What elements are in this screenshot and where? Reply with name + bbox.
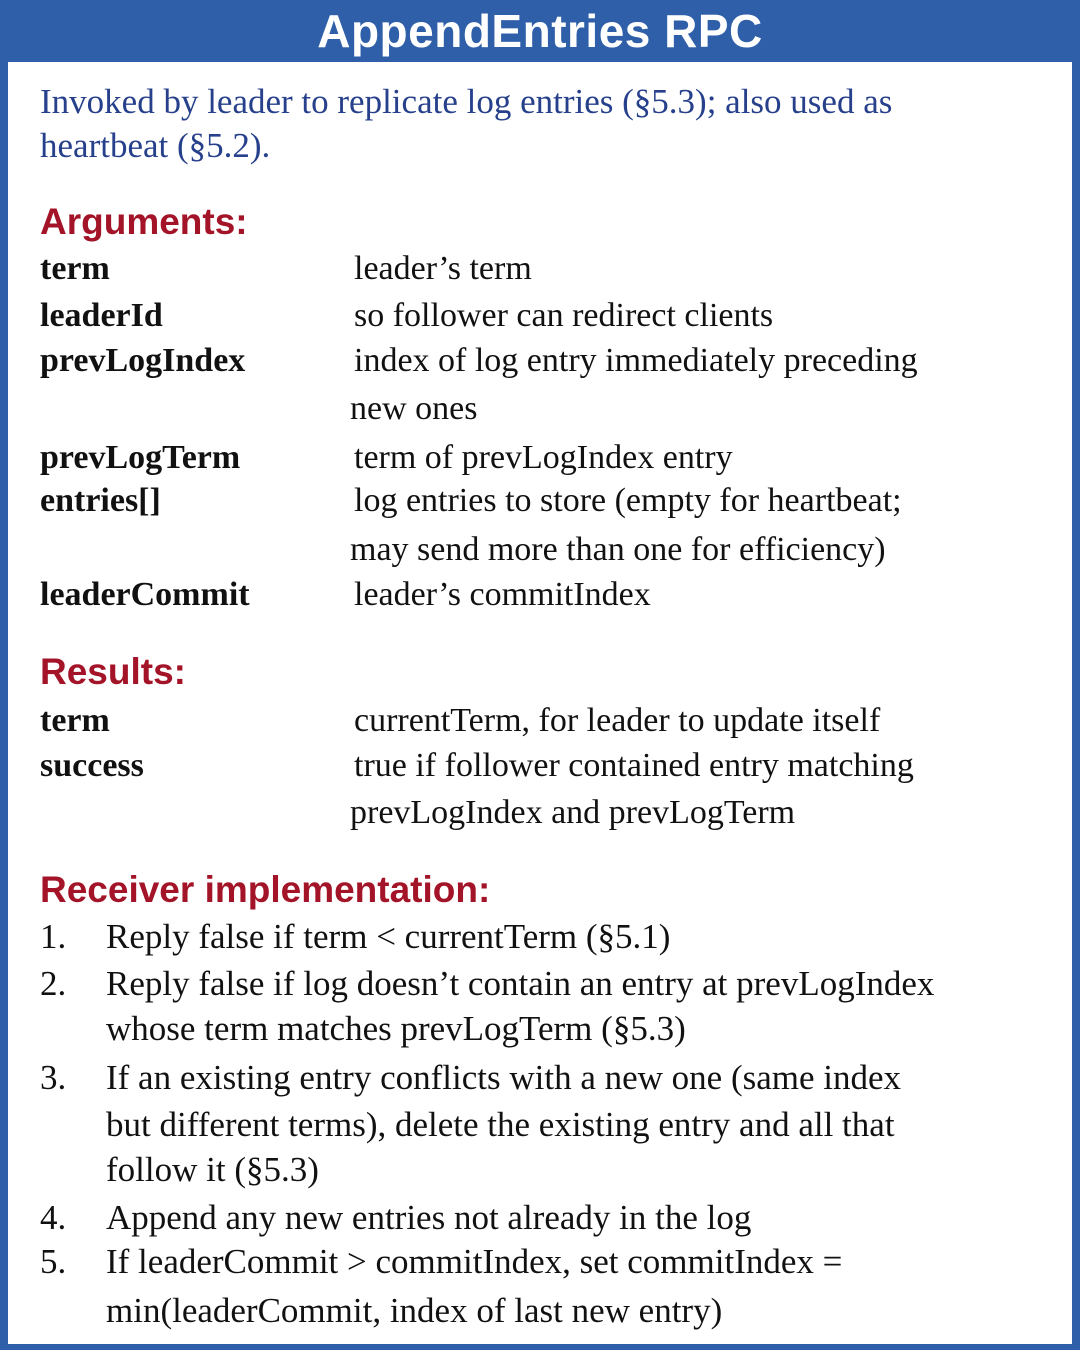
argument-description: log entries to store (empty for heartbeat; <box>354 482 902 519</box>
argument-name: leaderId <box>40 297 163 334</box>
step-text: If leaderCommit > commitIndex, set commitIndex = <box>106 1242 843 1281</box>
argument-name: leaderCommit <box>40 576 250 613</box>
argument-description: index of log entry immediately preceding <box>354 342 918 379</box>
step-text: follow it (§5.3) <box>106 1150 319 1189</box>
receiver-heading: Receiver implementation: <box>40 869 491 910</box>
argument-row-entries <box>0 478 1080 524</box>
argument-name: prevLogTerm <box>40 439 241 476</box>
result-description: true if follower contained entry matching <box>354 747 914 784</box>
description-line: heartbeat (§5.2). <box>40 126 271 165</box>
argument-row-leaderid <box>0 293 1080 339</box>
result-row-continuation <box>0 790 1080 836</box>
step-text: Reply false if log doesn’t contain an entry at prevLogIndex <box>106 964 935 1003</box>
step-text: Reply false if term < currentTerm (§5.1) <box>106 917 671 956</box>
argument-description: so follower can redirect clients <box>354 297 774 334</box>
step-number: 1. <box>40 917 67 956</box>
step-text: Append any new entries not already in the log <box>106 1198 752 1237</box>
argument-name: term <box>40 250 110 287</box>
description-line: Invoked by leader to replicate log entries (§5.3); also used as <box>40 82 893 121</box>
argument-row-continuation <box>0 386 1080 432</box>
result-description: currentTerm, for leader to update itself <box>354 702 881 739</box>
step-number: 4. <box>40 1198 67 1237</box>
argument-row-prevlogterm <box>0 435 1080 481</box>
argument-row-prevlogindex <box>0 338 1080 384</box>
step-text: whose term matches prevLogTerm (§5.3) <box>106 1009 686 1048</box>
step-text: min(leaderCommit, index of last new entry) <box>106 1291 723 1330</box>
result-name: success <box>40 747 144 784</box>
argument-description: term of prevLogIndex entry <box>354 439 733 476</box>
step-text: If an existing entry conflicts with a new one (same index <box>106 1058 902 1097</box>
argument-row-continuation <box>0 527 1080 573</box>
card-title: AppendEntries RPC <box>0 0 1080 62</box>
argument-description-continued: new ones <box>350 390 478 427</box>
results-heading: Results: <box>40 651 186 692</box>
result-name: term <box>40 702 110 739</box>
card-description <box>40 80 1040 168</box>
result-row-success <box>0 743 1080 789</box>
result-description-continued: prevLogIndex and prevLogTerm <box>350 794 796 831</box>
step-number: 5. <box>40 1242 67 1281</box>
argument-row-term <box>0 246 1080 292</box>
argument-description-continued: may send more than one for efficiency) <box>350 531 886 568</box>
step-text: but different terms), delete the existing entry and all that <box>106 1105 895 1144</box>
step-number: 3. <box>40 1058 67 1097</box>
argument-name: prevLogIndex <box>40 342 246 379</box>
argument-description: leader’s commitIndex <box>354 576 651 613</box>
arguments-heading: Arguments: <box>40 201 248 242</box>
step-number: 2. <box>40 964 67 1003</box>
argument-name: entries[] <box>40 482 161 519</box>
argument-row-leadercommit <box>0 572 1080 618</box>
argument-description: leader’s term <box>354 250 532 287</box>
result-row-term <box>0 698 1080 744</box>
